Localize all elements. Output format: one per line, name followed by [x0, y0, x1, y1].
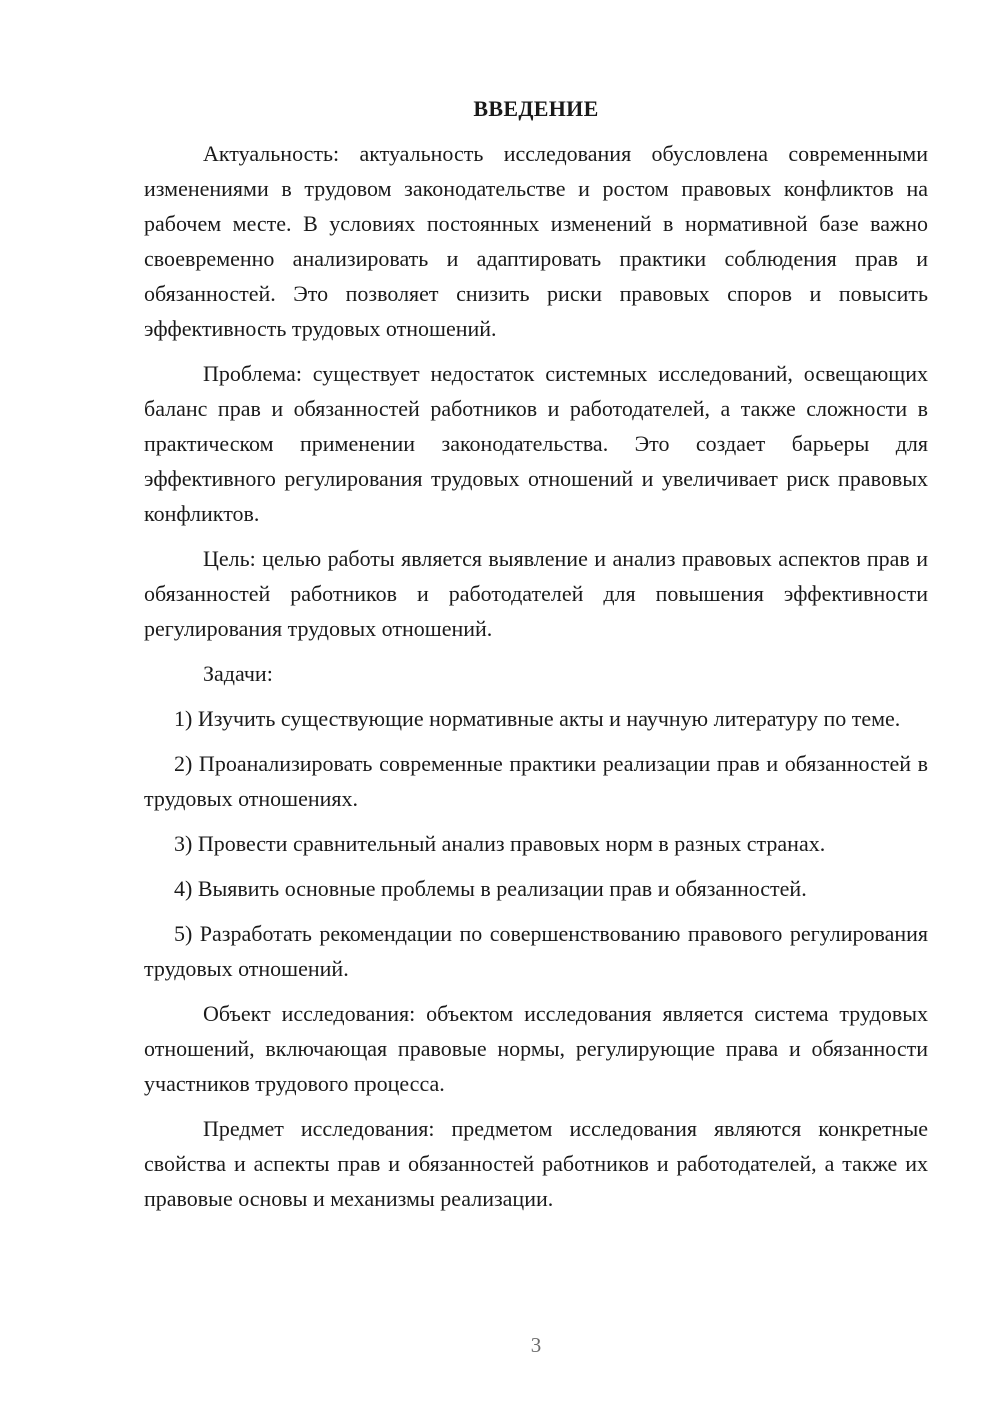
page-number: 3 — [530, 1333, 542, 1357]
task-item: 4) Выявить основные проблемы в реализации прав и обязанностей. — [174, 876, 807, 901]
relevance-paragraph: Актуальность: актуальность исследования обусловлена современными изменениями в трудовом законодательстве и ростом правовых конфликтов на рабочем месте. В условиях постоянных изменений в нормативной базе важно своевременно анализировать и адаптировать практики соблюдения прав и обязанностей. Это позволяет снизить риски правовых споров и повысить эффективность трудовых отношений. — [144, 141, 928, 341]
goal-paragraph: Цель: целью работы является выявление и анализ правовых аспектов прав и обязанностей работников и работодателей для повышения эффективности регулирования трудовых отношений. — [144, 546, 928, 641]
task-item: 3) Провести сравнительный анализ правовых норм в разных странах. — [174, 831, 826, 856]
document-body — [144, 92, 928, 1226]
tasks-label: Задачи: — [203, 661, 273, 686]
section-heading: ВВЕДЕНИЕ — [473, 96, 599, 121]
task-item: 1) Изучить существующие нормативные акты и научную литературу по теме. — [174, 706, 901, 731]
subject-paragraph: Предмет исследования: предметом исследования являются конкретные свойства и аспекты прав и обязанностей работников и работодателей, а также их правовые основы и механизмы реализации. — [144, 1116, 928, 1211]
task-item: 5) Разработать рекомендации по совершенствованию правового регулирования трудовых отношений. — [144, 921, 928, 981]
task-item: 2) Проанализировать современные практики реализации прав и обязанностей в трудовых отношениях. — [144, 751, 928, 811]
problem-paragraph: Проблема: существует недостаток системных исследований, освещающих баланс прав и обязанностей работников и работодателей, а также сложности в практическом применении законодательства. Это создает барьеры для эффективного регулирования трудовых отношений и увеличивает риск правовых конфликтов. — [144, 361, 928, 526]
object-paragraph: Объект исследования: объектом исследования является система трудовых отношений, включающая правовые нормы, регулирующие права и обязанности участников трудового процесса. — [144, 1001, 928, 1096]
tasks-list — [144, 701, 928, 986]
